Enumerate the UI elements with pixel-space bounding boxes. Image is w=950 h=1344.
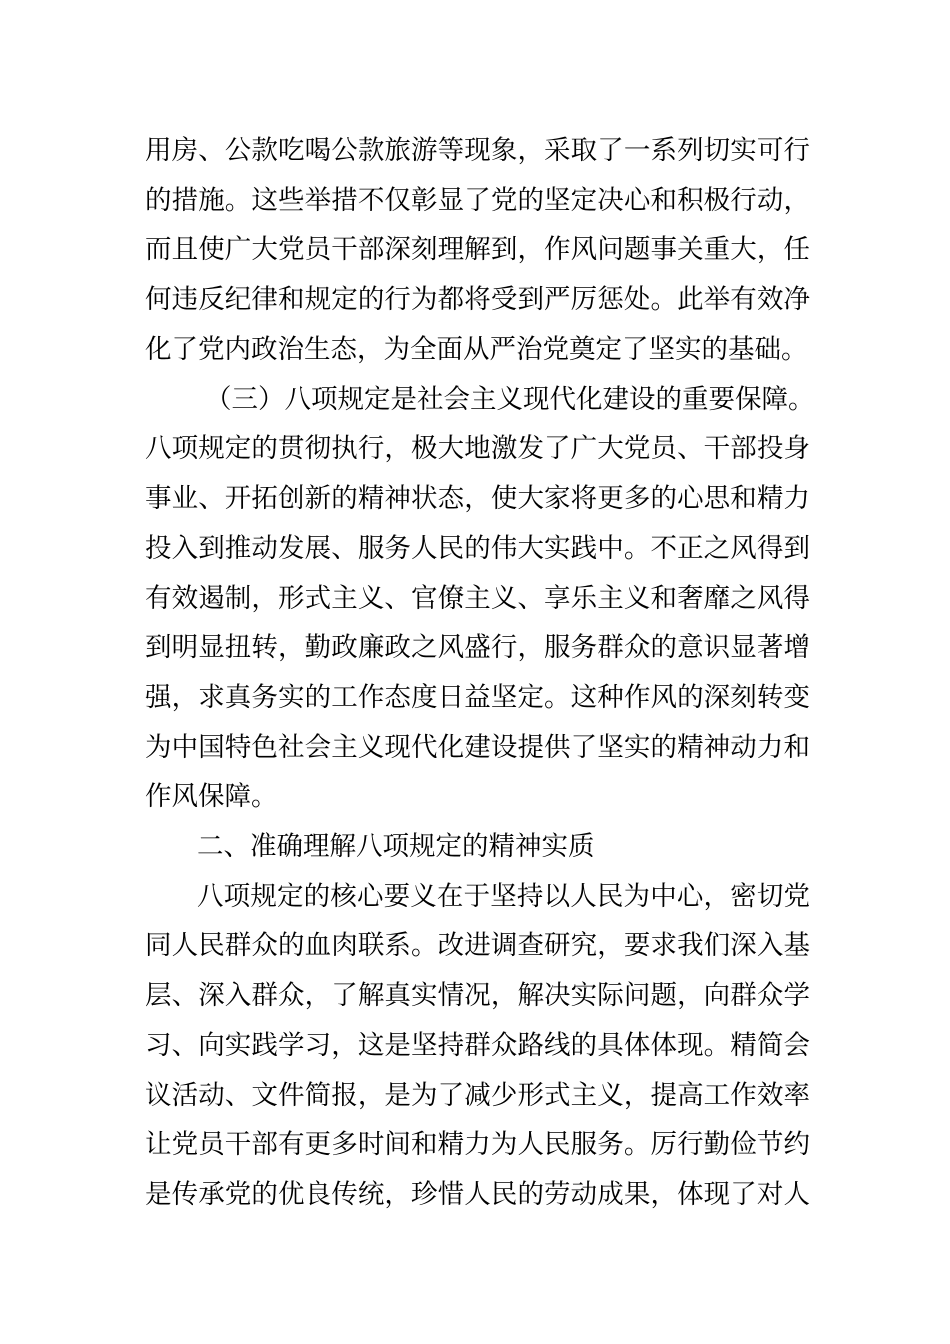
body-text-line: 到明显扭转，勤政廉政之风盛行，服务群众的意识显著增 <box>145 632 810 663</box>
body-text-line: 习、向实践学习，这是坚持群众路线的具体体现。精简会 <box>145 1030 810 1061</box>
body-text-line: 层、深入群众，了解真实情况，解决实际问题，向群众学 <box>145 980 810 1011</box>
subsection-heading: （三）八项规定是社会主义现代化建设的重要保障。 <box>205 384 815 415</box>
body-text-line: 作风保障。 <box>145 781 278 812</box>
body-text-line: 而且使广大党员干部深刻理解到，作风问题事关重大，任 <box>145 234 810 265</box>
body-text-line: 化了党内政治生态，为全面从严治党奠定了坚实的基础。 <box>145 334 808 365</box>
body-text-line: 八项规定的贯彻执行，极大地激发了广大党员、干部投身 <box>145 433 810 464</box>
body-text-line: 同人民群众的血肉联系。改进调查研究，要求我们深入基 <box>145 930 810 961</box>
body-text-line: 投入到推动发展、服务人民的伟大实践中。不正之风得到 <box>145 533 810 564</box>
body-text-line: 为中国特色社会主义现代化建设提供了坚实的精神动力和 <box>145 732 810 763</box>
body-text-line: 何违反纪律和规定的行为都将受到严厉惩处。此举有效净 <box>145 284 810 315</box>
body-text-line: 强，求真务实的工作态度日益坚定。这种作风的深刻转变 <box>145 682 810 713</box>
section-heading: 二、准确理解八项规定的精神实质 <box>197 831 595 862</box>
body-text-line: 事业、开拓创新的精神状态，使大家将更多的心思和精力 <box>145 483 810 514</box>
body-text-line: 八项规定的核心要义在于坚持以人民为中心，密切党 <box>197 881 810 912</box>
body-text-line: 的措施。这些举措不仅彰显了党的坚定决心和积极行动， <box>145 185 810 216</box>
body-text-line: 有效遏制，形式主义、官僚主义、享乐主义和奢靡之风得 <box>145 583 810 614</box>
body-text-line: 是传承党的优良传统，珍惜人民的劳动成果，体现了对人 <box>145 1179 810 1210</box>
body-text-line: 用房、公款吃喝公款旅游等现象，采取了一系列切实可行 <box>145 135 810 166</box>
body-text-line: 让党员干部有更多时间和精力为人民服务。厉行勤俭节约 <box>145 1129 810 1160</box>
body-text-line: 议活动、文件简报，是为了减少形式主义，提高工作效率 <box>145 1080 810 1111</box>
